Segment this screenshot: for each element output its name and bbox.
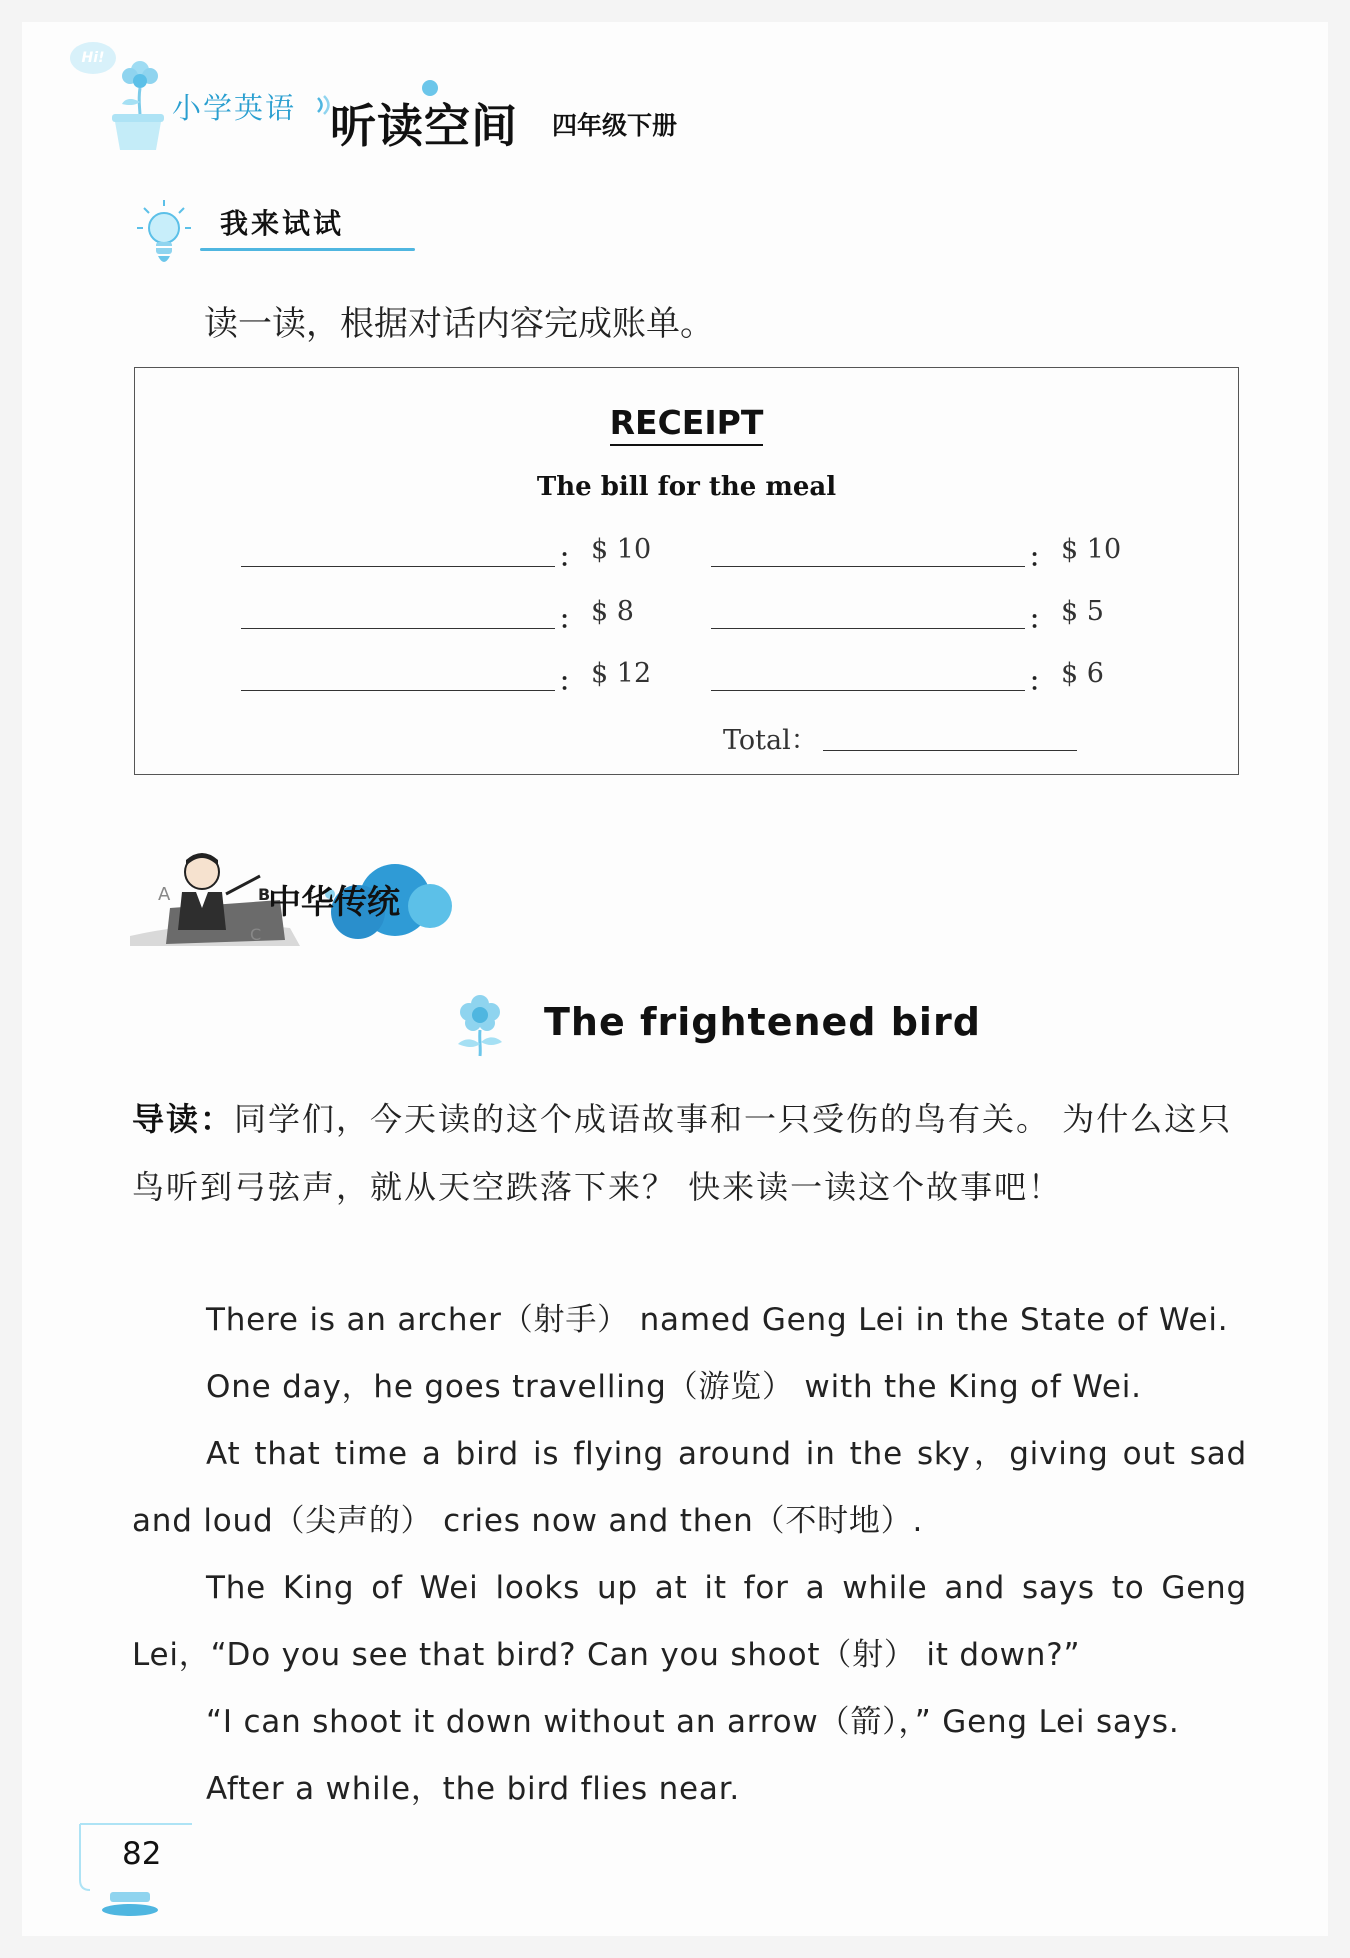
dot-icon [420,78,440,98]
flower-pot-icon [110,56,166,152]
grade-label: 四年级下册 [552,111,678,140]
colon: ： [1029,667,1053,696]
colon: ： [559,667,583,696]
page-number: 82 [122,1836,162,1872]
total-blank[interactable] [823,750,1077,751]
svg-text:C: C [250,925,262,944]
title-underline [200,248,415,251]
story-title: The frightened bird [544,1000,981,1044]
colon: ： [559,605,583,634]
story-paragraph: The King of Wei looks up at it for a while and says to Geng Lei，“Do you see that bird? Can you shoot（射） it down?” [132,1570,1247,1673]
instruction-text: 读一读，根据对话内容完成账单。 [204,304,714,344]
story-body [132,1287,1247,1823]
bill-item-blank[interactable] [241,566,555,567]
hi-badge: Hi! [70,42,116,74]
story-paragraph: One day，he goes travelling（游览） with the King of Wei. [206,1369,1142,1405]
receipt-title [135,403,1238,442]
bill-item-blank[interactable] [241,628,555,629]
item-price: $ 12 [591,658,652,689]
bill-item-blank[interactable] [711,690,1025,691]
colon: ： [1029,605,1053,634]
receipt-box [134,367,1239,775]
lightbulb-icon [134,198,194,268]
guide-label: 导读： [132,1100,235,1138]
item-price: $ 10 [1061,534,1122,565]
bill-item-blank[interactable] [711,628,1025,629]
story-paragraph: There is an archer（射手） named Geng Lei in the State of Wei. [206,1302,1229,1338]
guide-paragraph [132,1085,1242,1221]
story-paragraph: After a while，the bird flies near. [206,1771,741,1807]
bill-item-blank[interactable] [711,566,1025,567]
total-label: Total： [723,725,818,756]
guide-text: 同学们，今天读的这个成语故事和一只受伤的鸟有关。 为什么这只鸟听到弓弦声，就从天空跌落下来？ 快来读一读这个故事吧！ [132,1100,1233,1206]
flower-icon [452,992,508,1058]
colon: ： [1029,543,1053,572]
svg-text:A: A [158,884,171,905]
series-name: 小学英语 [172,91,297,125]
book-name: 听读空间 [330,99,518,153]
story-paragraph: “I can shoot it down without an arrow（箭），” Geng Lei says. [206,1704,1180,1740]
colon: ： [559,543,583,572]
culture-banner-title: 中华传统 [268,882,400,921]
receipt-title-text: RECEIPT [610,403,764,446]
item-price: $ 5 [1061,596,1104,627]
receipt-subtitle: The bill for the meal [536,472,837,502]
svg-text:B: B [258,885,271,904]
section-title: 我来试试 [220,207,345,240]
item-price: $ 6 [1061,658,1104,689]
bill-item-blank[interactable] [241,690,555,691]
story-paragraph: At that time a bird is flying around in the sky，giving out sad and loud（尖声的） cries now and then（不时地）. [132,1436,1247,1539]
item-price: $ 8 [591,596,634,627]
item-price: $ 10 [591,534,652,565]
